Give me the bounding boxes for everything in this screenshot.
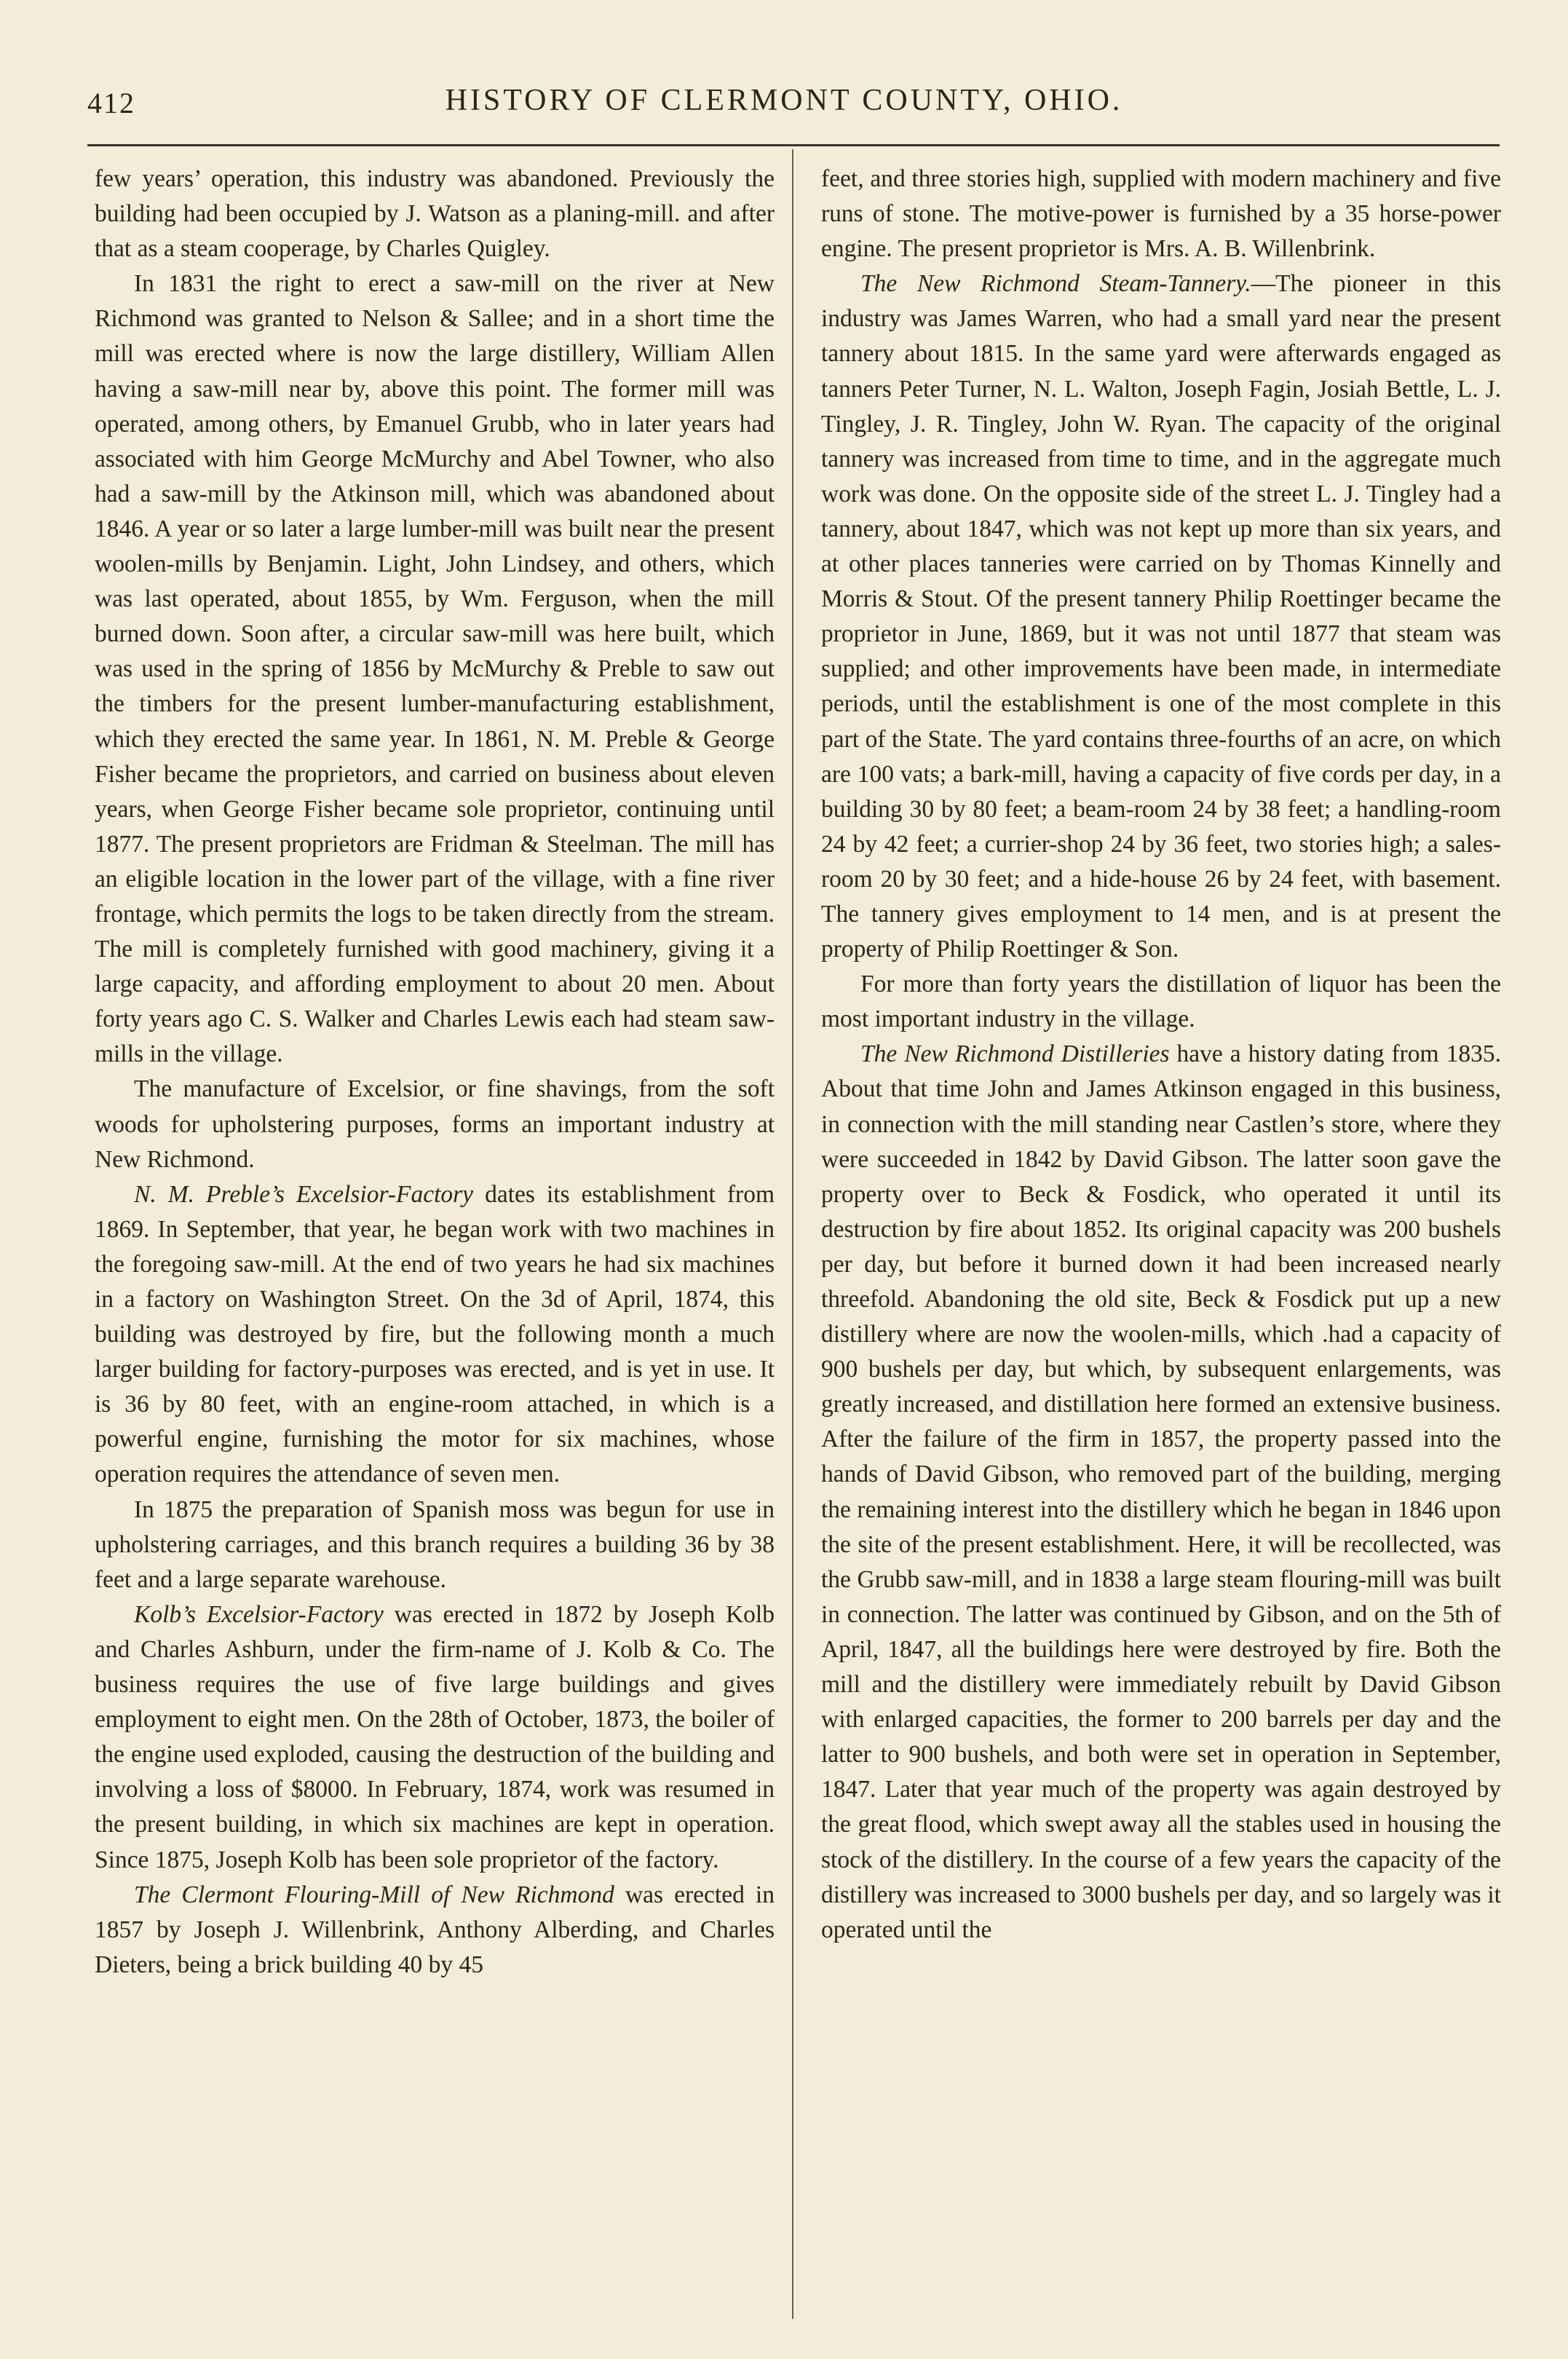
- paragraph-text: was erected in 1872 by Joseph Kolb and Charles Ashburn, under the firm-name of J. Kolb & Co. The business requires the use of five large buildings and gives employment to eight men. On the 28th of October, 1873, the boiler of the engine used exploded, causing the destruction of the building and involving a loss of $8000. In February, 1874, work was resumed in the present building, in which six machines are kept in operation. Since 1875, Joseph Kolb has been sole proprietor of the factory.: [95, 1600, 775, 1873]
- paragraph: [95, 1597, 775, 1878]
- paragraph: [821, 967, 1501, 1037]
- paragraph: [821, 266, 1501, 967]
- paragraph-text: dates its establishment from 1869. In September, that year, he began work with two machines in the foregoing saw-mill. At the end of two years he had six machines in a factory on Washington Street. On the 3d of April, 1874, this building was destroyed by fire, but the following month a much larger building for factory-purposes was erected, and is yet in use. It is 36 by 80 feet, with an engine-room attached, in which is a powerful engine, furnishing the motor for six machines, whose operation requires the attendance of seven men.: [95, 1180, 775, 1488]
- paragraph-title: N. M. Preble’s Excelsior-Factory: [134, 1180, 474, 1208]
- paragraph-text: —The pioneer in this industry was James Warren, who had a small yard near the present tannery about 1815. In the same yard were afterwards engaged as tanners Peter Turner, N. L. Walton, Joseph Fagin, Josiah Bettle, L. J. Tingley, J. R. Tingley, John W. Ryan. The capacity of the original tannery was increased from time to time, and in the aggregate much work was done. On the opposite side of the street L. J. Tingley had a tannery, about 1847, which was not kept up more than six years, and at other places tanneries were carried on by Thomas Kinnelly and Morris & Stout. Of the present tannery Philip Roettinger became the proprietor in June, 1869, but it was not until 1877 that steam was supplied; and other improvements have been made, in intermediate periods, until the establishment is one of the most complete in this part of the State. The yard contains three-fourths of an acre, on which are 100 vats; a bark-mill, having a capacity of five cords per day, in a building 30 by 80 feet; a beam-room 24 by 38 feet; a handling-room 24 by 42 feet; a currier-shop 24 by 36 feet, two stories high; a sales-room 20 by 30 feet; and a hide-house 26 by 24 feet, with basement. The tannery gives employment to 14 men, and is at present the property of Philip Roettinger & Son.: [821, 270, 1501, 963]
- running-title: HISTORY OF CLERMONT COUNTY, OHIO.: [445, 84, 1123, 117]
- paragraph-text: few years’ operation, this industry was abandoned. Previously the building had been occupied by J. Watson as a planing-mill. and after that as a steam cooperage, by Charles Quigley.: [95, 165, 775, 263]
- paragraph-title: Kolb’s Excelsior-Factory: [134, 1600, 384, 1628]
- paragraph-text: In 1831 the right to erect a saw-mill on the river at New Richmond was granted to Nelson & Sallee; and in a short time the mill was erected where is now the large distillery, William Allen having a saw-mill near by, above this point. The former mill was operated, among others, by Emanuel Grubb, who in later years had associated with him George McMurchy and Abel Towner, who also had a saw-mill by the Atkinson mill, which was abandoned about 1846. A year or so later a large lumber-mill was built near the present woolen-mills by Benjamin. Light, John Lindsey, and others, which was last operated, about 1855, by Wm. Ferguson, when the mill burned down. Soon after, a circular saw-mill was here built, which was used in the spring of 1856 by McMurchy & Preble to saw out the timbers for the present lumber-manufacturing establishment, which they erected the same year. In 1861, N. M. Preble & George Fisher became the proprietors, and carried on business about eleven years, when George Fisher became sole proprietor, continuing until 1877. The present proprietors are Fridman & Steelman. The mill has an eligible location in the lower part of the village, with a fine river frontage, which permits the logs to be taken directly from the stream. The mill is completely furnished with good machinery, giving it a large capacity, and affording employment to about 20 men. About forty years ago C. S. Walker and Charles Lewis each had steam saw-mills in the village.: [95, 270, 775, 1068]
- header-rule: [87, 144, 1500, 146]
- paragraph: [95, 1072, 775, 1177]
- paragraph-title: The New Richmond Distilleries: [860, 1040, 1170, 1068]
- paragraph-text: For more than forty years the distillation of liquor has been the most important industry in the village.: [821, 971, 1501, 1033]
- paragraph-text: have a history dating from 1835. About that time John and James Atkinson engaged in this business, in connection with the mill standing near Castlen’s store, where they were succeeded in 1842 by David Gibson. The latter soon gave the property over to Beck & Fosdick, who operated it until its destruction by fire about 1852. Its original capacity was 200 bushels per day, but before it burned down it had been increased nearly threefold. Abandoning the old site, Beck & Fosdick put up a new distillery where are now the woolen-mills, which .had a capacity of 900 bushels per day, but which, by subsequent enlargements, was greatly increased, and distillation here formed an extensive business. After the failure of the firm in 1857, the property passed into the hands of David Gibson, who removed part of the building, merging the remaining interest into the distillery which he began in 1846 upon the site of the present establishment. Here, it will be recollected, was the Grubb saw-mill, and in 1838 a large steam flouring-mill was built in connection. The latter was continued by Gibson, and on the 5th of April, 1847, all the buildings here were destroyed by fire. Both the mill and the distillery were immediately rebuilt by David Gibson with enlarged capacities, the former to 200 barrels per day and the latter to 900 bushels, and both were set in operation in September, 1847. Later that year much of the property was again destroyed by the great flood, which swept away all the stables used in housing the stock of the distillery. In the course of a few years the capacity of the distillery was increased to 3000 bushels per day, and so largely was it operated until the: [821, 1040, 1501, 1943]
- paragraph-text: The manufacture of Excelsior, or fine shavings, from the soft woods for upholstering purposes, forms an important industry at New Richmond.: [95, 1075, 775, 1173]
- paragraph-title: The Clermont Flouring-Mill of New Richmond: [134, 1881, 614, 1908]
- column-divider: [792, 149, 793, 2319]
- paragraph: [95, 1878, 775, 1983]
- paragraph-title: The New Richmond Steam-Tannery.: [860, 270, 1251, 298]
- left-column: [95, 162, 775, 1983]
- paragraph-text: was erected in 1857 by Joseph J. Willenbrink, Anthony Alberding, and Charles Dieters, being a brick building 40 by 45: [95, 1881, 775, 1978]
- paragraph: [95, 1177, 775, 1493]
- page-number: 412: [87, 87, 135, 119]
- paragraph-text: In 1875 the preparation of Spanish moss was begun for use in upholstering carriages, and this branch requires a building 36 by 38 feet and a large separate warehouse.: [95, 1495, 775, 1593]
- paragraph: [821, 1037, 1501, 1947]
- right-column: [821, 162, 1501, 1948]
- paragraph: [95, 266, 775, 1072]
- paragraph: [821, 162, 1501, 266]
- paragraph: [95, 162, 775, 266]
- paragraph: [95, 1493, 775, 1597]
- paragraph-text: feet, and three stories high, supplied with modern machinery and five runs of stone. The motive-power is furnished by a 35 horse-power engine. The present proprietor is Mrs. A. B. Willenbrink.: [821, 165, 1501, 263]
